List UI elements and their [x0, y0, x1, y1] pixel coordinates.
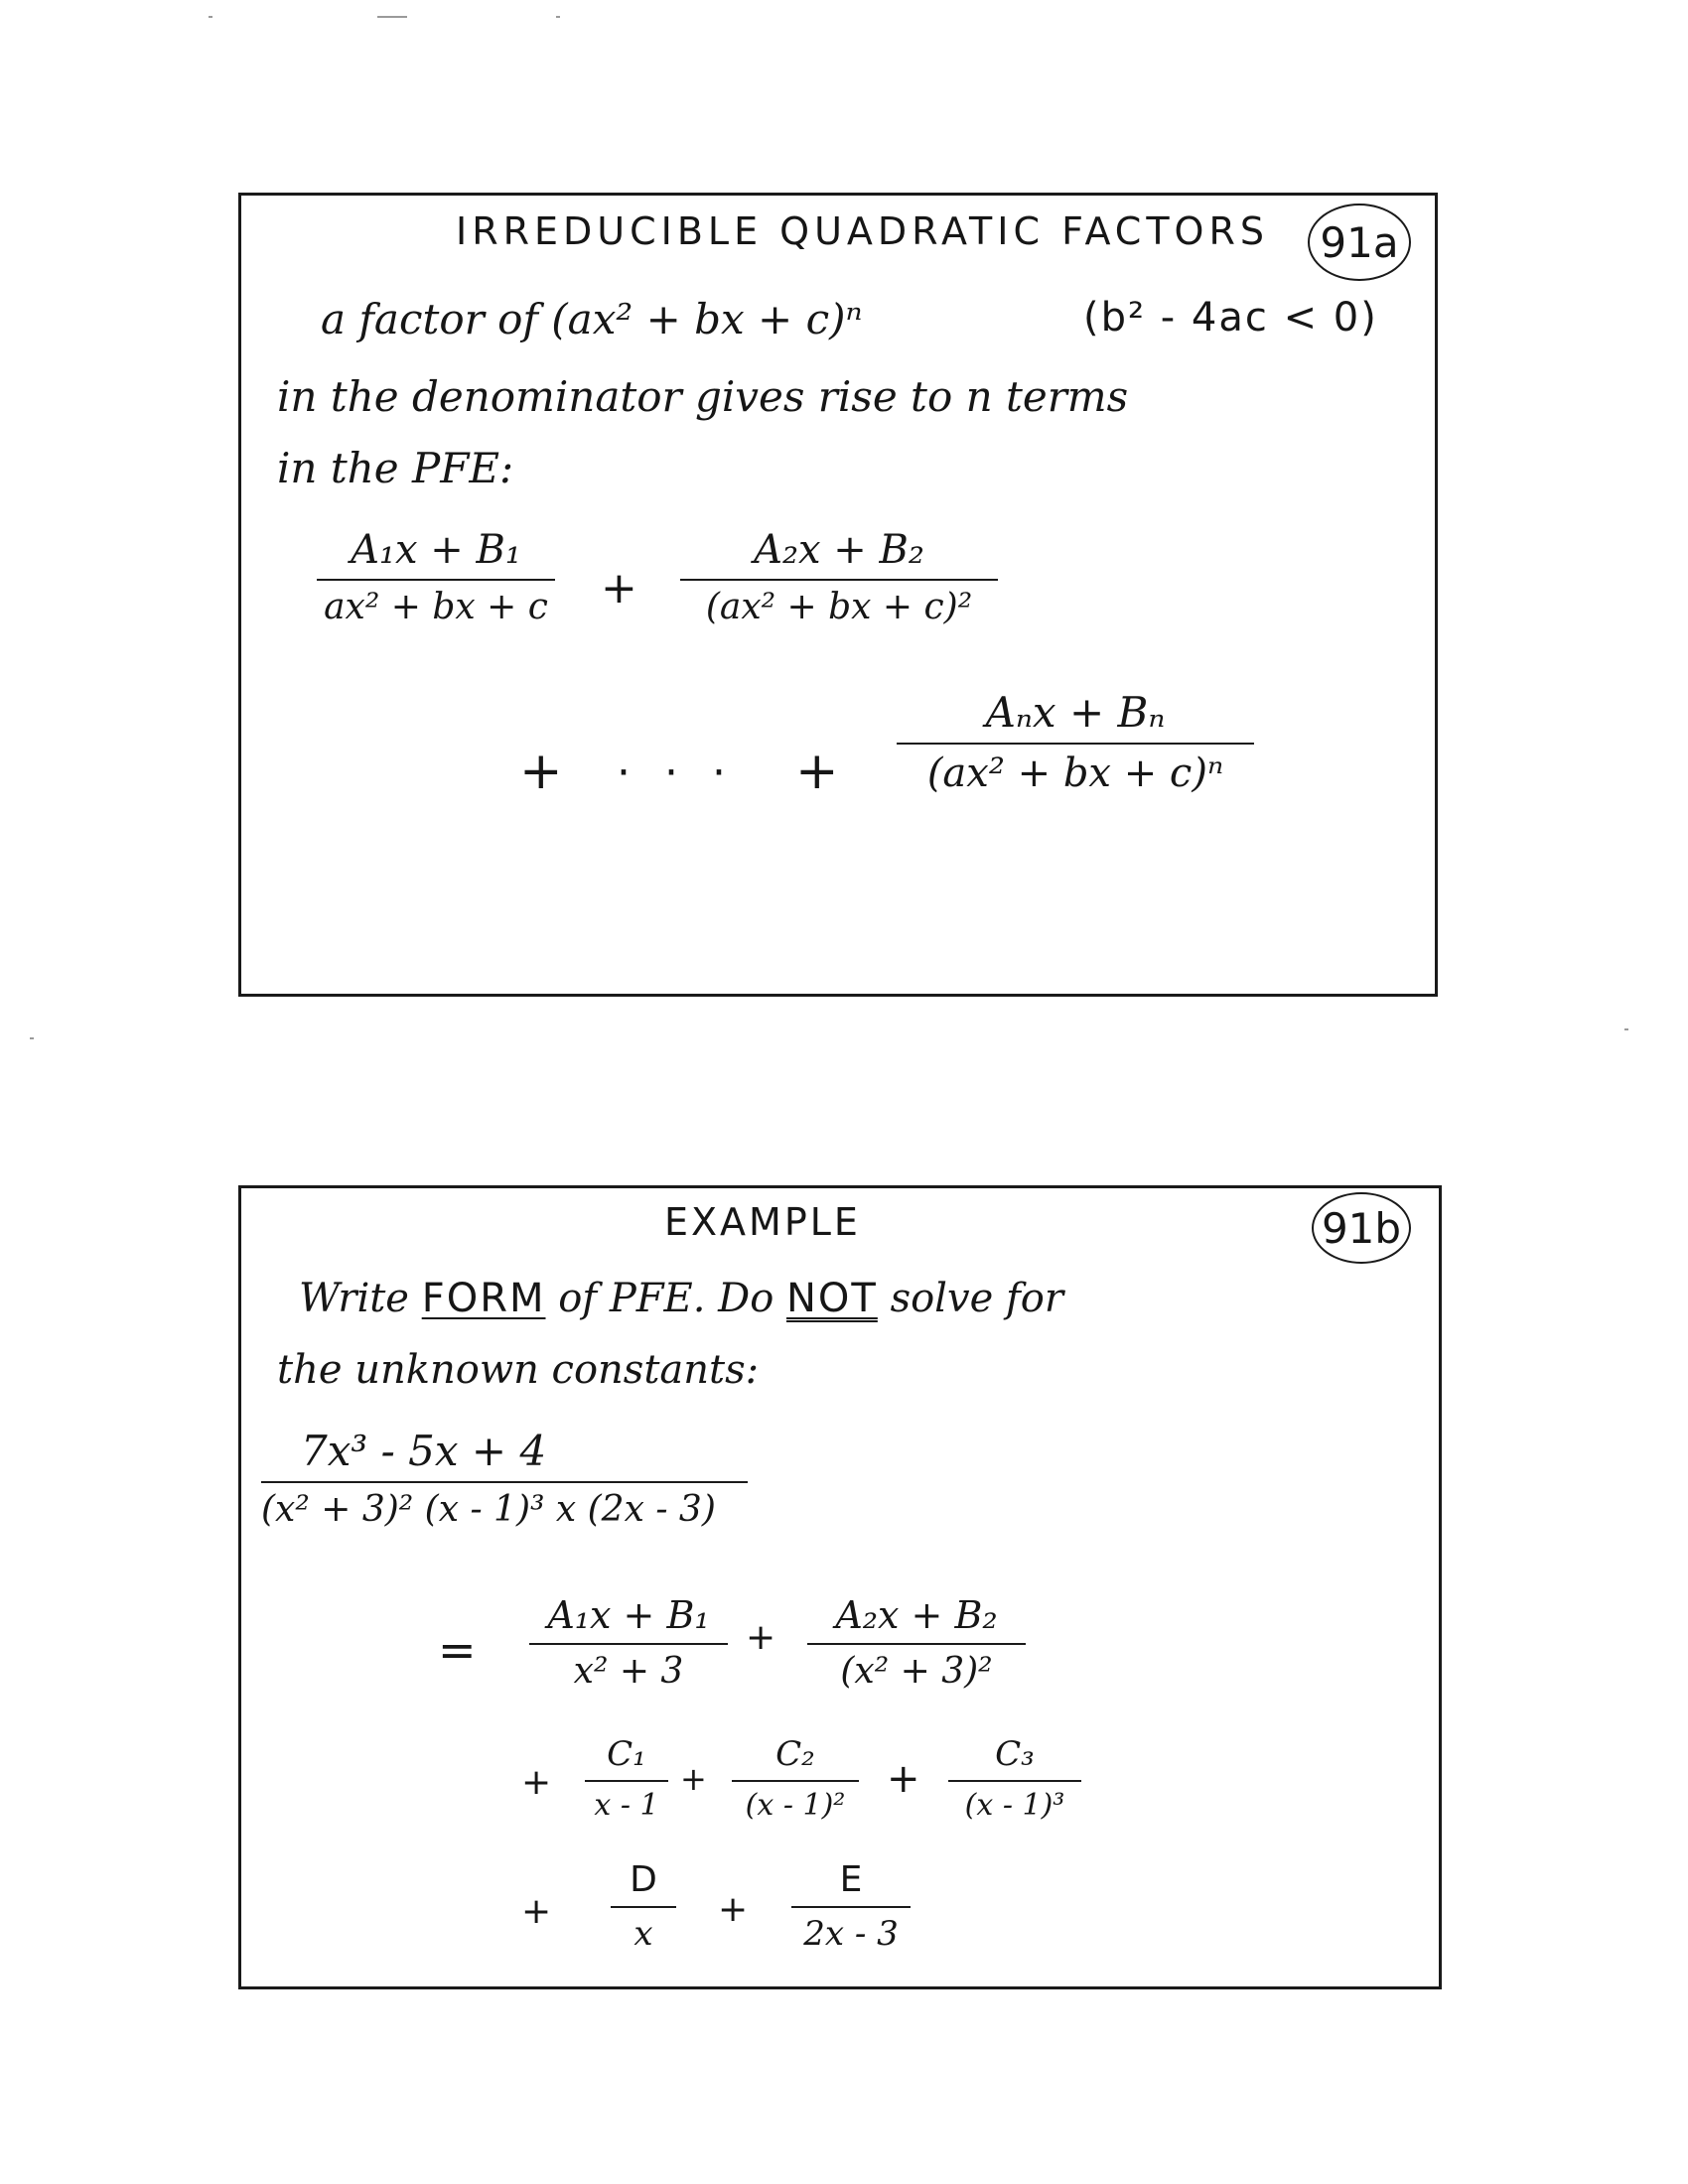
card-a-title: IRREDUCIBLE QUADRATIC FACTORS	[456, 209, 1269, 253]
fraction-denominator: (x - 1)³	[964, 1788, 1065, 1823]
fraction-denominator: x	[633, 1914, 653, 1954]
card-a-line2: in the denominator gives rise to n terms	[277, 372, 1129, 421]
fraction-bar	[791, 1906, 911, 1908]
fraction-denominator: (ax² + bx + c)²	[705, 587, 973, 627]
card-b-fraction-d	[611, 1859, 676, 1954]
fraction-numerator: A₂x + B₂	[754, 527, 924, 573]
word-of-pfe-do: of PFE. Do	[558, 1276, 774, 1321]
card-a-fraction-1	[317, 527, 555, 627]
plus-sign: +	[680, 1760, 707, 1798]
fraction-numerator: A₁x + B₁	[351, 527, 521, 573]
fraction-numerator: C₁	[607, 1734, 646, 1774]
fraction-numerator: A₂x + B₂	[835, 1593, 998, 1637]
fraction-numerator: C₂	[775, 1734, 815, 1774]
card-b-fraction-c2	[732, 1734, 859, 1823]
plus-sign: +	[718, 1889, 749, 1930]
fraction-numerator: 7x³ - 5x + 4	[301, 1427, 547, 1475]
card-a-line3: in the PFE:	[277, 444, 514, 492]
fraction-bar	[807, 1643, 1026, 1645]
fraction-denominator: (x² + 3)² (x - 1)³ x (2x - 3)	[261, 1489, 716, 1530]
word-not: NOT	[786, 1276, 878, 1321]
ellipsis: · · ·	[617, 748, 736, 798]
fraction-numerator: D	[630, 1859, 657, 1900]
plus-sign: +	[887, 1756, 920, 1802]
card-b-number: 91b	[1321, 1203, 1402, 1253]
fraction-bar	[897, 743, 1254, 745]
fraction-bar	[317, 579, 555, 581]
word-write: Write	[299, 1276, 409, 1321]
scan-speck	[556, 16, 560, 18]
scan-speck	[1624, 1028, 1628, 1030]
fraction-numerator: C₃	[995, 1734, 1035, 1774]
plus-sign: +	[521, 1762, 552, 1803]
scan-speck	[30, 1037, 34, 1039]
plus-sign: +	[601, 563, 637, 614]
card-b-line1	[299, 1276, 1063, 1321]
fraction-bar	[611, 1906, 676, 1908]
card-91b	[238, 1185, 1442, 1989]
fraction-denominator: (x² + 3)²	[840, 1651, 993, 1692]
card-a-line1: a factor of (ax² + bx + c)ⁿ	[321, 295, 863, 343]
fraction-denominator: (ax² + bx + c)ⁿ	[926, 751, 1224, 796]
fraction-bar	[680, 579, 998, 581]
card-b-fraction-a1	[529, 1593, 728, 1692]
equals-sign: =	[438, 1623, 477, 1677]
scan-speck	[377, 16, 407, 18]
card-b-number-circle	[1312, 1192, 1411, 1264]
plus-sign: +	[521, 1891, 552, 1932]
card-b-fraction-c1	[585, 1734, 668, 1823]
plus-sign: +	[746, 1617, 776, 1658]
card-b-fraction-c3	[948, 1734, 1081, 1823]
fraction-bar	[948, 1780, 1081, 1782]
card-a-number-circle	[1308, 204, 1411, 281]
plus-sign: +	[519, 742, 563, 801]
fraction-denominator: x - 1	[594, 1788, 659, 1823]
fraction-bar	[585, 1780, 668, 1782]
fraction-numerator: Aₙx + Bₙ	[985, 688, 1166, 737]
card-a-fraction-n	[897, 688, 1254, 796]
fraction-denominator: ax² + bx + c	[324, 587, 548, 627]
card-b-fraction-a2	[807, 1593, 1026, 1692]
card-b-main-fraction	[261, 1427, 748, 1530]
card-b-line2: the unknown constants:	[277, 1347, 760, 1393]
fraction-denominator: x² + 3	[573, 1651, 684, 1692]
plus-sign: +	[795, 742, 839, 801]
fraction-bar	[732, 1780, 859, 1782]
fraction-denominator: 2x - 3	[803, 1914, 899, 1954]
word-form: FORM	[421, 1276, 546, 1321]
fraction-bar	[261, 1481, 748, 1483]
card-a-condition: (b² - 4ac < 0)	[1083, 295, 1378, 341]
scan-speck	[209, 16, 212, 18]
fraction-numerator: E	[839, 1859, 863, 1900]
card-91a	[238, 193, 1438, 997]
card-a-fraction-2	[680, 527, 998, 627]
word-solve-for: solve for	[890, 1276, 1063, 1321]
card-b-title: EXAMPLE	[664, 1200, 861, 1244]
fraction-bar	[529, 1643, 728, 1645]
card-a-number: 91a	[1320, 217, 1399, 267]
fraction-denominator: (x - 1)²	[745, 1788, 846, 1823]
fraction-numerator: A₁x + B₁	[547, 1593, 710, 1637]
card-b-fraction-e	[791, 1859, 911, 1954]
